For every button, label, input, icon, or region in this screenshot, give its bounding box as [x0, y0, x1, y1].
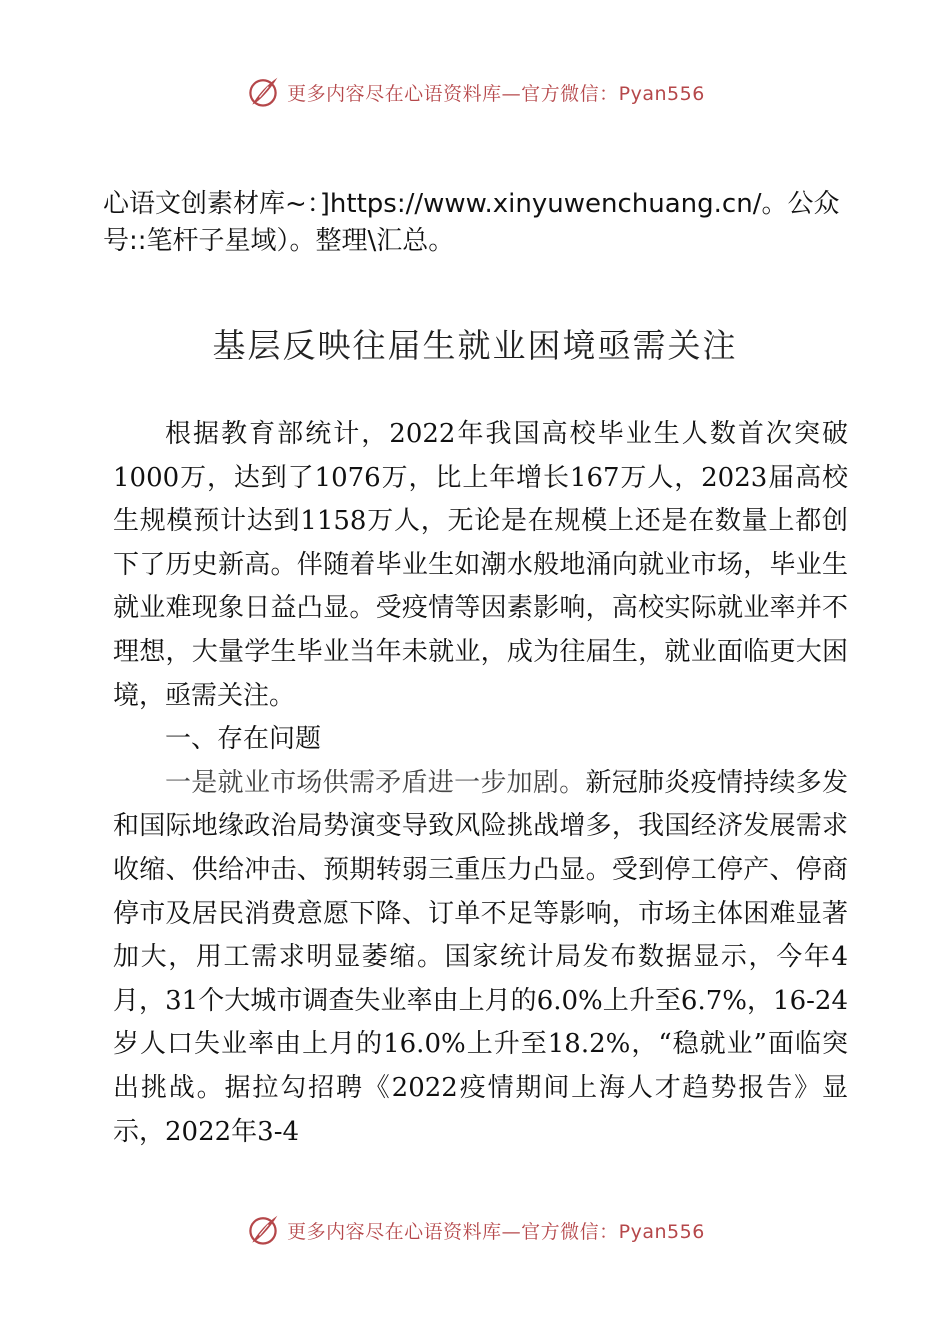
quill-logo-icon [245, 74, 281, 110]
paragraph-lead: 一是就业市场供需矛盾进一步加剧。 [165, 767, 586, 798]
paragraph-rest: 新冠肺炎疫情持续多发和国际地缘政治局势演变导致风险挑战增多，我国经济发展需求收缩、供给冲击、预期转弱三重压力凸显。受到停工停产、停商停市及居民消费意愿下降、订单不足等影响，市场主体困难显著加大，用工需求明显萎缩。国家统计局发布数据显示，今年4月，31个大城市调查失业率由上月的6.0%上升至6.7%，16-24岁人口失业率由上月的16.0%上升至18.2%，“稳就业”面临突出挑战。据拉勾招聘《2022疫情期间上海人才趋势报告》显示，2022年3-4 [113, 767, 848, 1147]
paragraph-intro: 根据教育部统计，2022年我国高校毕业生人数首次突破1000万，达到了1076万，比上年增长167万人，2023届高校生规模预计达到1158万人，无论是在规模上还是在数量上都创下了历史新高。伴随着毕业生如潮水般地涌向就业市场，毕业生就业难现象日益凸显。受疫情等因素影响，高校实际就业率并不理想，大量学生毕业当年未就业，成为往届生，就业面临更大困境，亟需关注。 [113, 419, 848, 711]
wechat-id: Pyan556 [618, 1220, 705, 1243]
banner-label: 更多内容尽在心语资料库—官方微信： [287, 1220, 619, 1243]
banner-text [287, 1217, 705, 1244]
banner-label: 更多内容尽在心语资料库—官方微信： [287, 82, 619, 105]
document-title: 基层反映往届生就业困境亟需关注 [212, 326, 738, 365]
footer-watermark-banner [0, 1210, 950, 1250]
banner-text [287, 79, 705, 106]
paragraph-problem-1 [113, 762, 848, 1154]
document-body [113, 413, 848, 1154]
header-watermark-banner [0, 72, 950, 112]
source-note: 心语文创素材库~：]https://www.xinyuwenchuang.cn/。公众号::笔杆子星域）。整理\汇总。 [103, 189, 840, 256]
wechat-id: Pyan556 [618, 82, 705, 105]
quill-logo-icon [245, 1212, 281, 1248]
section-heading: 一、存在问题 [165, 724, 322, 755]
